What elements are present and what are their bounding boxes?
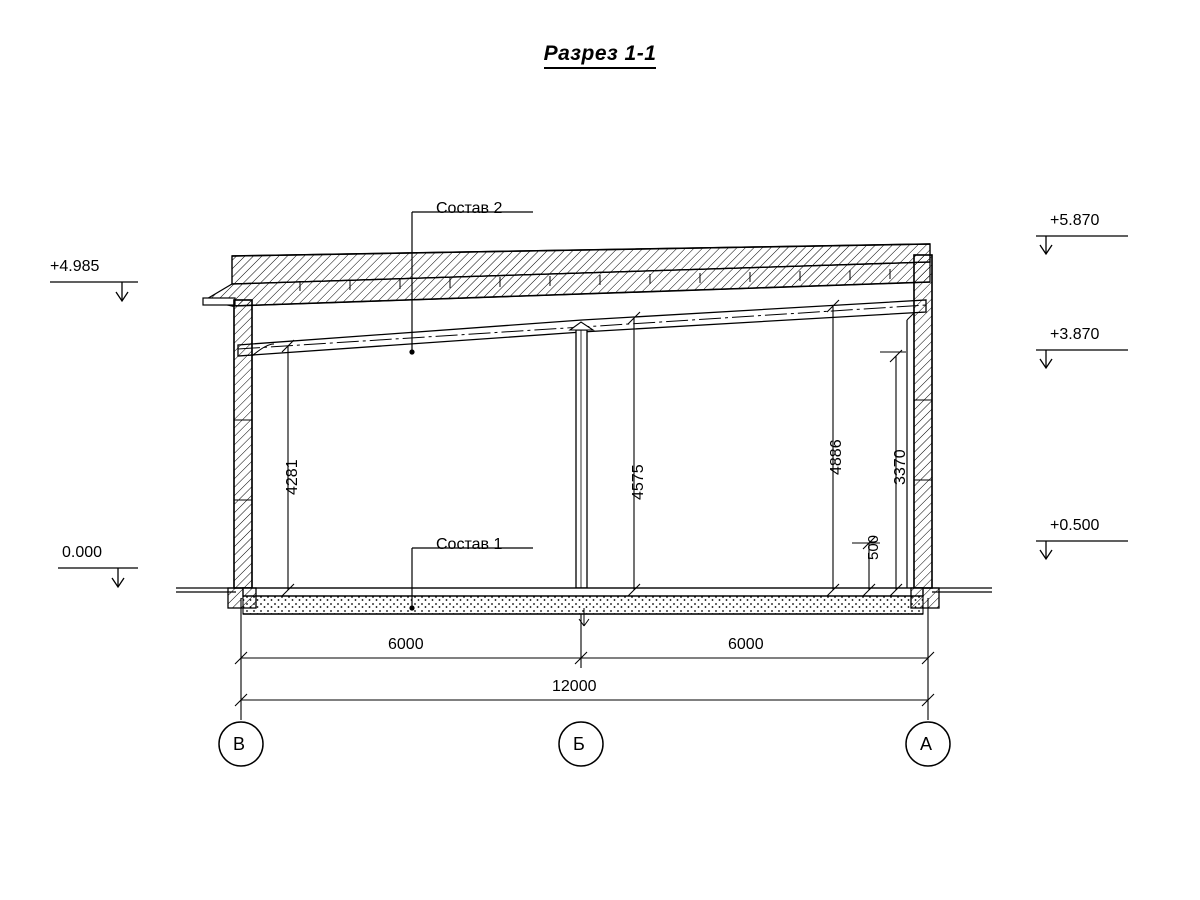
vertical-dim-label-4575: 4575	[630, 464, 647, 500]
building-section	[176, 244, 992, 626]
elevation-mark-right-5870	[1036, 236, 1128, 254]
page-title-text: Разрез 1-1	[544, 42, 657, 69]
vertical-dim-label-4886: 4886	[828, 439, 845, 475]
elevation-label-left-2: 0.000	[62, 544, 103, 561]
horizontal-dim-label-2: 6000	[728, 636, 764, 653]
floor-slab	[243, 588, 923, 614]
left-wall	[234, 300, 252, 588]
axis-bubble-label-b: Б	[573, 734, 585, 754]
centre-column	[570, 322, 593, 588]
left-column-haunch	[252, 340, 274, 588]
elevation-label-right-3: +0.500	[1050, 517, 1100, 534]
vertical-dim-label-500: 500	[865, 534, 882, 560]
vertical-dim-4575	[628, 312, 640, 596]
vertical-dim-label-4281: 4281	[284, 459, 301, 495]
horizontal-dim-label-total: 12000	[552, 678, 597, 695]
elevation-mark-right-3870	[1036, 350, 1128, 368]
axis-bubble-label-v: В	[233, 734, 246, 754]
elevation-mark-right-0500	[1036, 541, 1128, 559]
axis-bubble-label-a: А	[920, 734, 933, 754]
elevation-mark-left-4985	[50, 282, 138, 301]
horizontal-dim-label-1: 6000	[388, 636, 424, 653]
roof-slab	[203, 244, 930, 306]
vertical-dim-label-3370: 3370	[892, 449, 909, 485]
elevation-mark-left-0000	[58, 568, 138, 587]
elevation-label-right-1: +5.870	[1050, 212, 1100, 229]
elevation-label-left-1: +4.985	[50, 258, 100, 275]
leader-label-sostav-2: Состав 2	[436, 200, 503, 217]
elevation-label-right-2: +3.870	[1050, 326, 1100, 343]
leader-label-sostav-1: Состав 1	[436, 536, 503, 553]
